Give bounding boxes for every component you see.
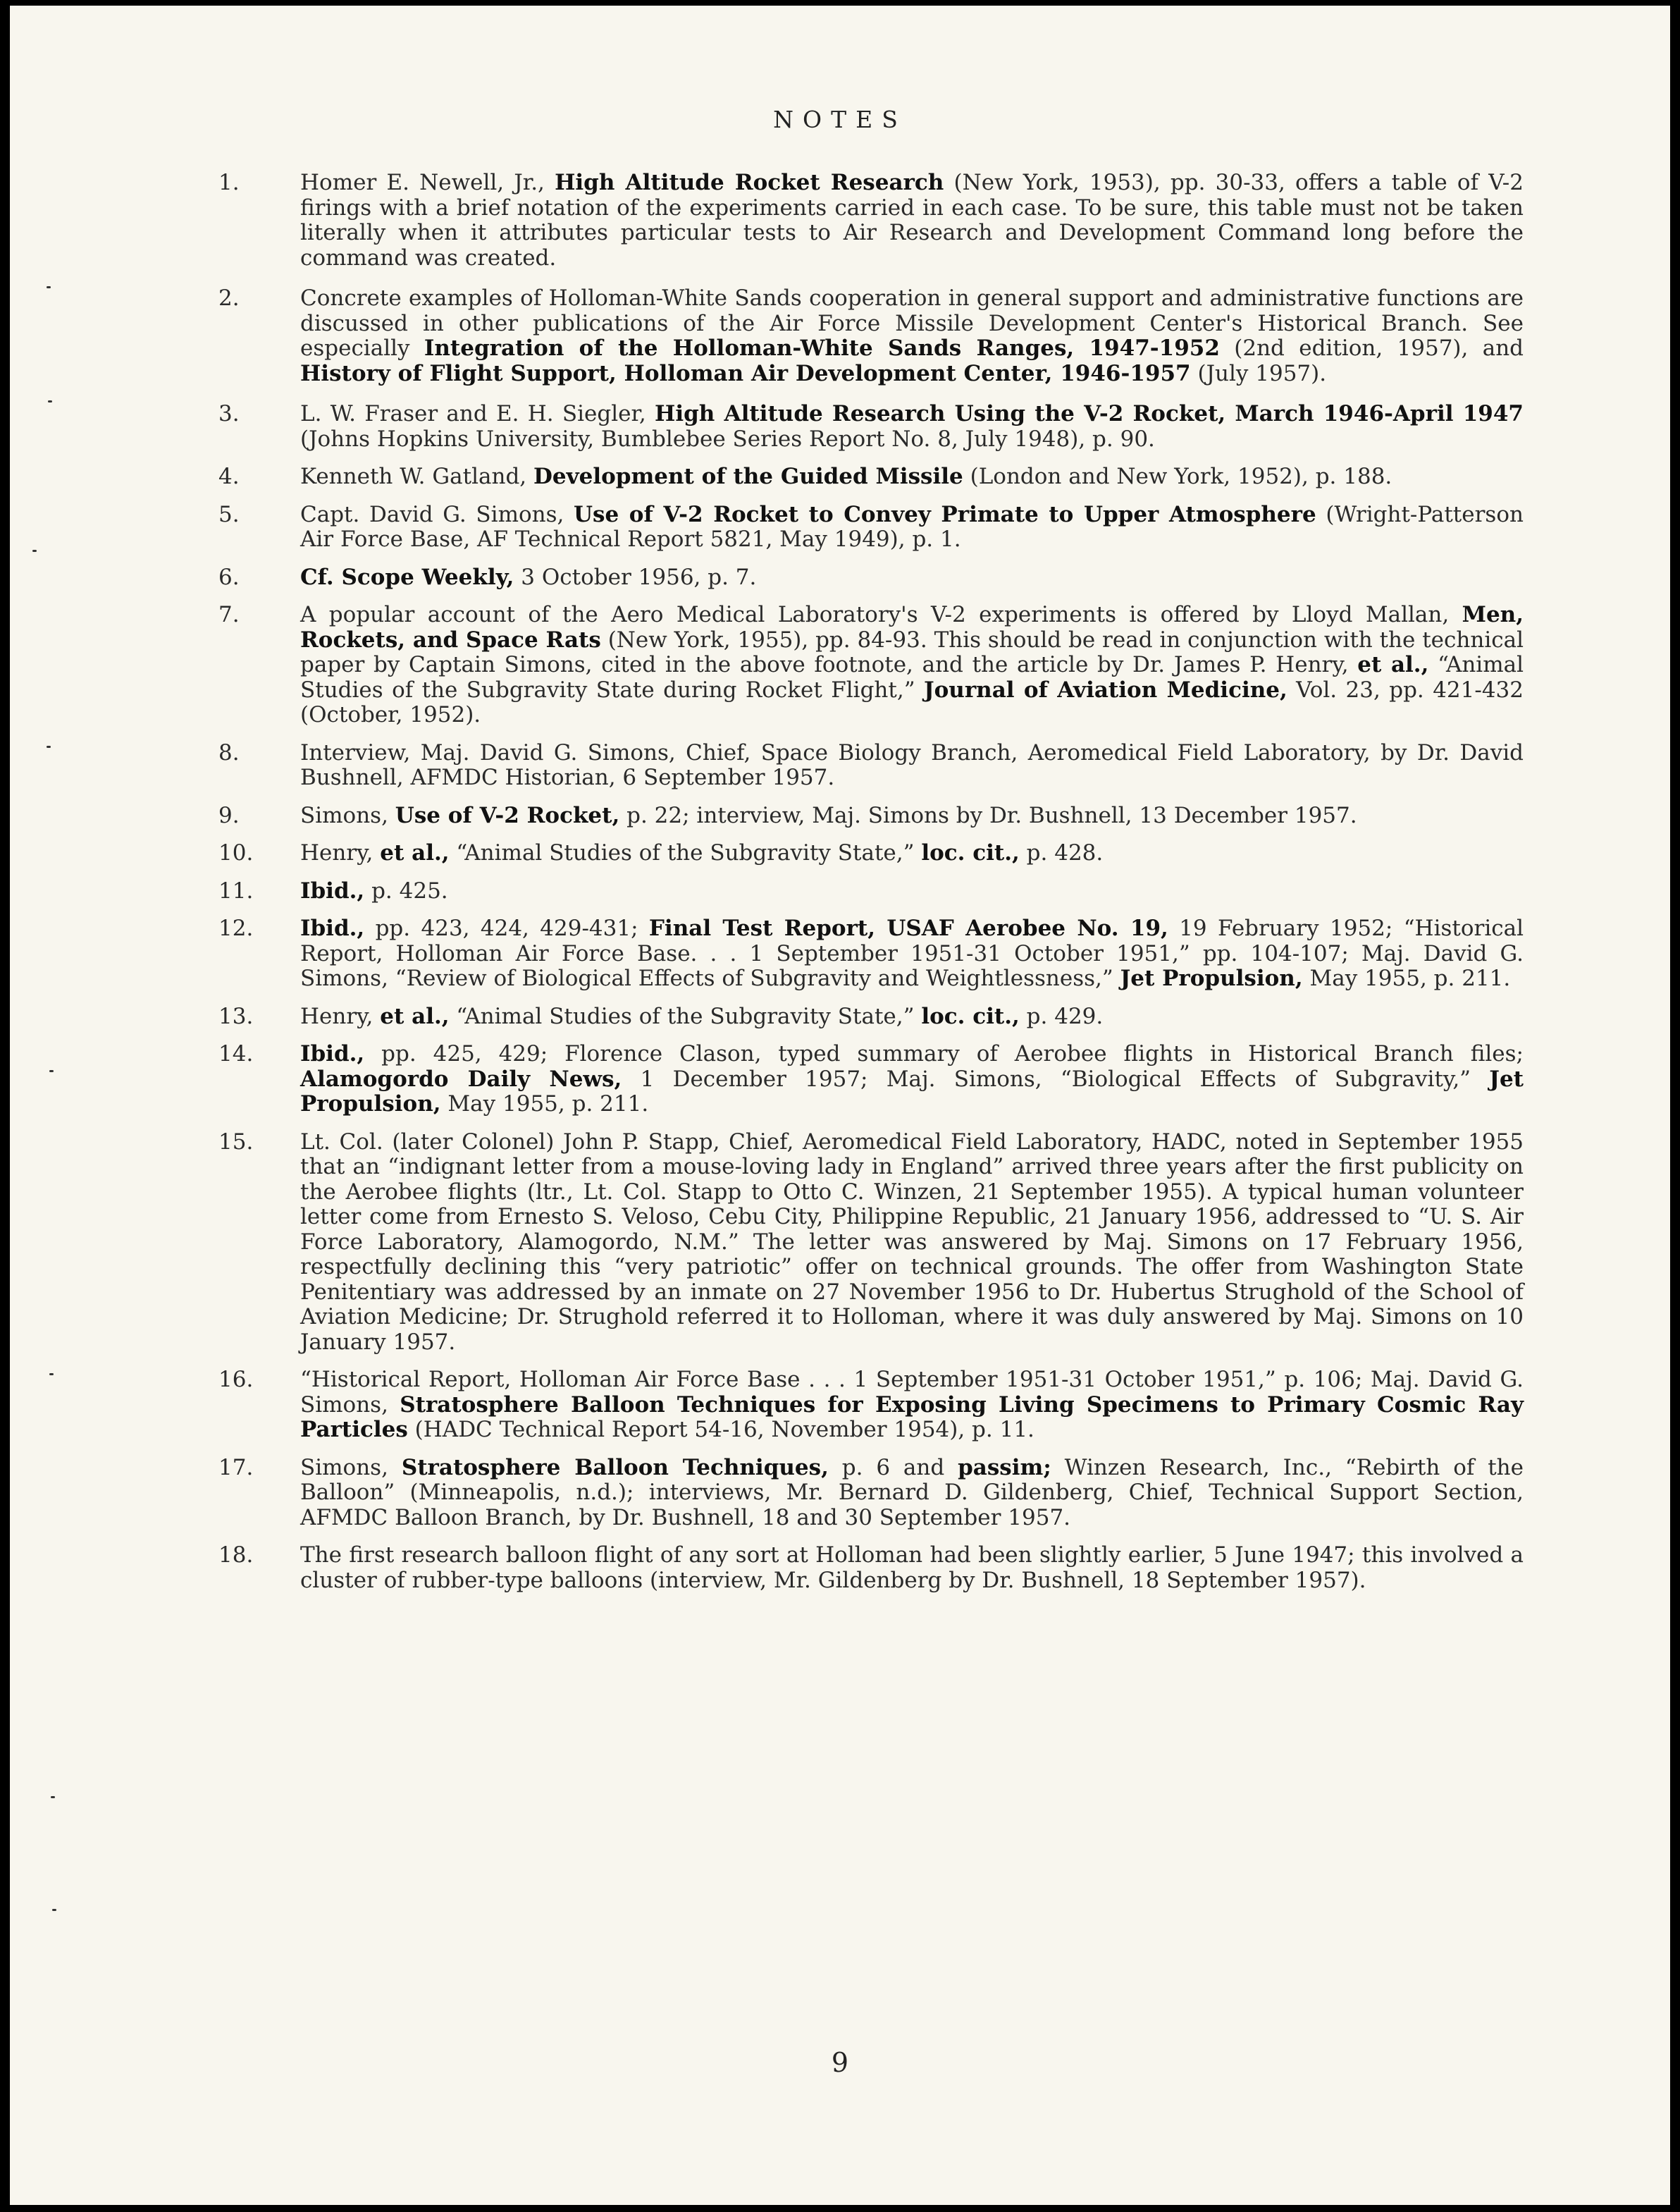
note-text: The first research balloon flight of any sort at Holloman had been slightly earlier, 5 June 1947; this involved a cluster of rubber-type balloons (interview, Mr. Gildenberg by Dr. Bushnell, 18 September 1957). (300, 1542, 1524, 1593)
note-number: 16. (218, 1367, 254, 1392)
note-number: 11. (218, 878, 254, 904)
scan-speck (47, 746, 51, 748)
note-number: 9. (218, 802, 240, 828)
note-item (218, 916, 1524, 992)
note-number: 4. (218, 464, 240, 489)
notes-list (218, 171, 1524, 1593)
note-text: “Historical Report, Holloman Air Force Base . . . 1 September 1951-31 October 1951,” p. 106; Maj. David G. Simons, Stratosphere Balloon Techniques for Exposing Living Specimens to Primary Cosmic Ray Particles (HADC Technical Report 54-16, November 1954), p. 11. (300, 1367, 1524, 1442)
note-item (218, 1456, 1524, 1531)
note-text: Simons, Stratosphere Balloon Techniques, p. 6 and passim; Winzen Research, Inc., “Rebirth of the Balloon” (Minneapolis, n.d.); interviews, Mr. Bernard D. Gildenberg, Chief, Technical Support Section, AFMDC Balloon Branch, by Dr. Bushnell, 18 and 30 September 1957. (300, 1454, 1524, 1530)
scan-speck (49, 1070, 54, 1072)
note-item (218, 503, 1524, 553)
note-item (218, 841, 1524, 866)
note-number: 5. (218, 501, 240, 527)
note-text: Ibid., pp. 425, 429; Florence Clason, typed summary of Aerobee flights in Historical Branch files; Alamogordo Daily News, 1 December 1957; Maj. Simons, “Biological Effects of Subgravity,” Jet Propulsion, May 1955, p. 211. (300, 1041, 1524, 1117)
note-text: Interview, Maj. David G. Simons, Chief, Space Biology Branch, Aeromedical Field Laboratory, by Dr. David Bushnell, AFMDC Historian, 6 September 1957. (300, 739, 1524, 790)
note-item (218, 171, 1524, 271)
note-number: 18. (218, 1542, 254, 1568)
note-number: 3. (218, 401, 240, 426)
note-text: Henry, et al., “Animal Studies of the Subgravity State,” loc. cit., p. 428. (300, 840, 1104, 866)
note-number: 17. (218, 1454, 254, 1480)
note-item (218, 1004, 1524, 1030)
note-text: Concrete examples of Holloman-White Sands cooperation in general support and administrative functions are discussed in other publications of the Air Force Missile Development Center's Historical Branch. See especially Integration of the Holloman-White Sands Ranges, 1947-1952 (2nd edition, 1957), and History of Flight Support, Holloman Air Development Center, 1946-1957 (July 1957). (300, 285, 1524, 386)
note-number: 1. (218, 170, 240, 195)
scan-speck (48, 400, 52, 403)
document-page (10, 6, 1670, 2205)
note-number: 6. (218, 564, 240, 590)
note-number: 8. (218, 739, 240, 766)
note-item (218, 1543, 1524, 1593)
note-text: Cf. Scope Weekly, 3 October 1956, p. 7. (300, 564, 757, 590)
note-text: L. W. Fraser and E. H. Siegler, High Altitude Research Using the V-2 Rocket, March 1946-April 1947 (Johns Hopkins University, Bumblebee Series Report No. 8, July 1948), p. 90. (300, 401, 1524, 452)
note-number: 13. (218, 1003, 254, 1029)
note-item (218, 1130, 1524, 1356)
note-item (218, 804, 1524, 829)
note-number: 2. (218, 285, 240, 311)
note-text: Simons, Use of V-2 Rocket, p. 22; interview, Maj. Simons by Dr. Bushnell, 13 December 1957. (300, 802, 1357, 828)
note-item (218, 1368, 1524, 1443)
scan-speck (51, 1796, 55, 1798)
note-number: 12. (218, 916, 254, 941)
scan-speck (52, 1909, 56, 1911)
note-number: 7. (218, 602, 240, 627)
note-item (218, 879, 1524, 904)
note-text: Ibid., p. 425. (300, 878, 448, 904)
note-text: Homer E. Newell, Jr., High Altitude Rocket Research (New York, 1953), pp. 30-33, offers a table of V-2 firings with a brief notation of the experiments carried in each case. To be sure, this table must not be taken literally when it attributes particular tests to Air Research and Development Command long before the command was created. (300, 170, 1524, 271)
scan-speck (47, 286, 51, 288)
note-item (218, 603, 1524, 728)
note-item (218, 286, 1524, 386)
scan-speck (49, 1373, 54, 1375)
note-number: 10. (218, 840, 254, 866)
note-text: A popular account of the Aero Medical Laboratory's V-2 experiments is offered by Lloyd Mallan, Men, Rockets, and Space Rats (New York, 1955), pp. 84-93. This should be read in conjunction with the technical paper by Captain Simons, cited in the above footnote, and the article by Dr. James P. Henry, et al., “Animal Studies of the Subgravity State during Rocket Flight,” Journal of Aviation Medicine, Vol. 23, pp. 421-432 (October, 1952). (300, 602, 1524, 727)
note-item (218, 1042, 1524, 1117)
scan-speck (32, 550, 37, 552)
note-item (218, 741, 1524, 791)
note-number: 15. (218, 1129, 254, 1155)
page-number: 9 (831, 2047, 849, 2078)
note-number: 14. (218, 1041, 254, 1067)
page-title: NOTES (773, 106, 907, 133)
note-item (218, 465, 1524, 490)
note-text: Ibid., pp. 423, 424, 429-431; Final Test Report, USAF Aerobee No. 19, 19 February 1952; “Historical Report, Holloman Air Force Base. . . 1 September 1951-31 October 1951,” pp. 104-107; Maj. David G. Simons, “Review of Biological Effects of Subgravity and Weightlessness,” Jet Propulsion, May 1955, p. 211. (300, 916, 1524, 991)
note-text: Kenneth W. Gatland, Development of the Guided Missile (London and New York, 1952), p. 188. (300, 464, 1392, 489)
note-text: Lt. Col. (later Colonel) John P. Stapp, Chief, Aeromedical Field Laboratory, HADC, noted in September 1955 that an “indignant letter from a mouse-loving lady in England” arrived three years after the first publicity on the Aerobee flights (ltr., Lt. Col. Stapp to Otto C. Winzen, 21 September 1955). A typical human volunteer letter come from Ernesto S. Veloso, Cebu City, Philippine Republic, 21 January 1956, addressed to “U. S. Air Force Laboratory, Alamogordo, N.M.” The letter was answered by Maj. Simons on 17 February 1956, respectfully declining this “very patriotic” offer on technical grounds. The offer from Washington State Penitentiary was addressed by an inmate on 27 November 1956 to Dr. Hubertus Strughold of the School of Aviation Medicine; Dr. Strughold referred it to Holloman, where it was duly answered by Maj. Simons on 10 January 1957. (300, 1129, 1524, 1355)
note-item (218, 402, 1524, 452)
note-text: Henry, et al., “Animal Studies of the Subgravity State,” loc. cit., p. 429. (300, 1003, 1104, 1029)
note-text: Capt. David G. Simons, Use of V-2 Rocket to Convey Primate to Upper Atmosphere (Wright-Patterson Air Force Base, AF Technical Report 5821, May 1949), p. 1. (300, 501, 1524, 552)
note-item (218, 565, 1524, 591)
